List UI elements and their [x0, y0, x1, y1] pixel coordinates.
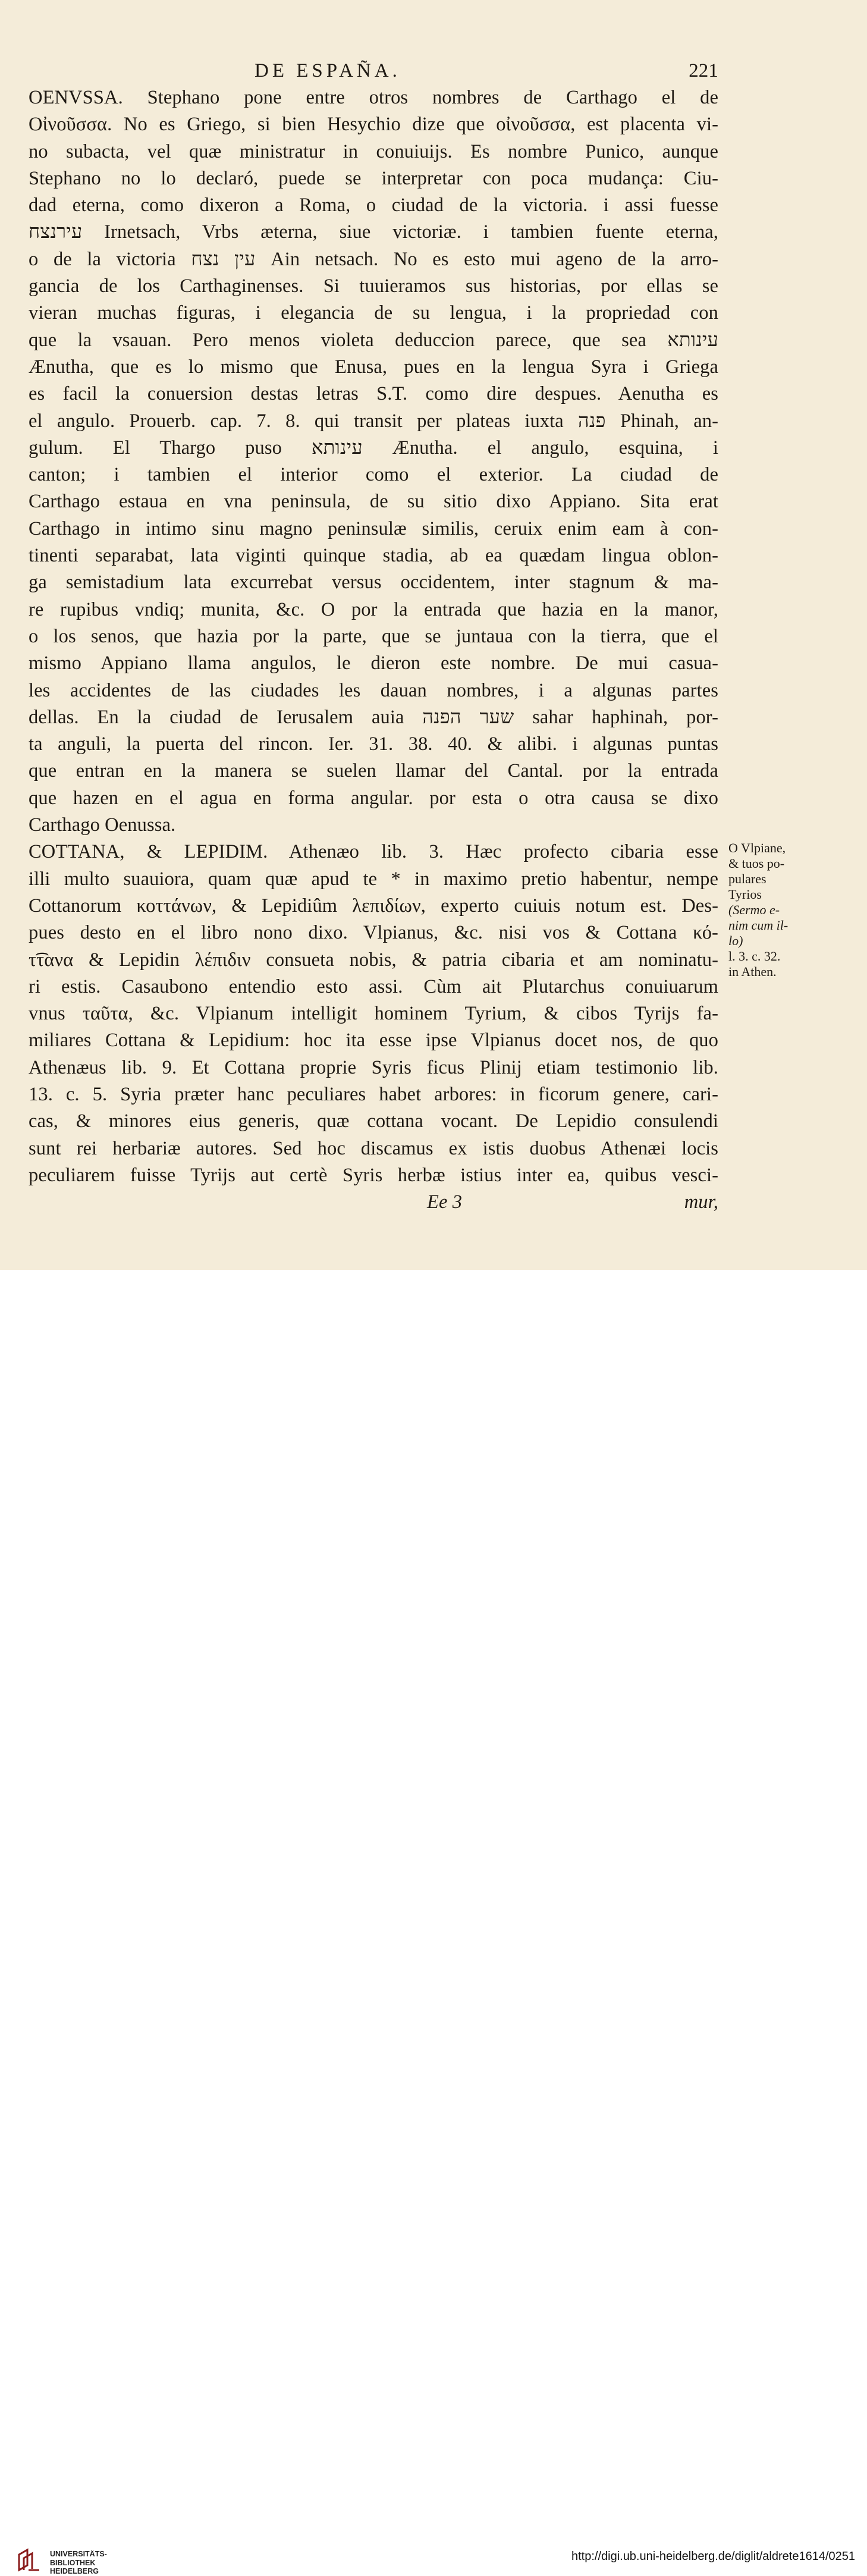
margin-note-line: l. 3. c. 32. — [728, 949, 781, 964]
margin-note-line: & tuos po- — [728, 856, 785, 871]
text-line: COTTANA, & LEPIDIM. Athenæo lib. 3. Hæc profecto cibaria esse — [29, 841, 718, 863]
text-line: que hazen en el agua en forma angular. por esta o otra causa se dixo — [29, 787, 718, 809]
text-line: gulum. El Thargo puso עינותא Ænutha. el angulo, esquina, i — [29, 437, 718, 459]
text-line: o los senos, que hazia por la parte, que se juntaua con la tierra, que el — [29, 625, 718, 647]
running-title: DE ESPAÑA. — [255, 60, 401, 81]
text-line: gancia de los Carthaginenses. Si tuuieramos sus historias, por ellas se — [29, 275, 718, 297]
text-line: ga semistadium lata excurrebat versus occidentem, inter stagnum & ma- — [29, 572, 718, 594]
text-line: re rupibus vndiq; munita, &c. O por la entrada que hazia en la manor, — [29, 598, 718, 620]
margin-note-line: pulares — [728, 871, 767, 886]
text-line: les accidentes de las ciudades les dauan nombres, i a algunas partes — [29, 679, 718, 701]
text-line: el angulo. Prouerb. cap. 7. 8. qui transit per plateas iuxta פנה Phinah, an- — [29, 410, 718, 432]
text-line: dad eterna, como dixeron a Roma, o ciudad de la victoria. i assi fuesse — [29, 194, 718, 217]
margin-note-line: nim cum il- — [728, 918, 789, 933]
text-line: vnus ταῦτα, &c. Vlpianum intelligit hominem Tyrium, & cibos Tyrijs fa- — [29, 1003, 718, 1025]
margin-note-line: lo) — [728, 933, 743, 948]
text-line: mismo Appiano llama angulos, le dieron este nombre. De mui casua- — [29, 652, 718, 674]
text-line: τ͡τανα & Lepidin λέπιδιν consueta nobis, & patria cibaria et am nominatu- — [29, 949, 718, 971]
text-line: Carthago in intimo sinu magno peninsulæ similis, ceruix enim eam à con- — [29, 517, 718, 539]
text-line: cas, & minores eius generis, quæ cottana vocant. De Lepidio consulendi — [29, 1110, 718, 1132]
text-line: que la vsauan. Pero menos violeta deduccion parece, que sea עינותא — [29, 329, 718, 351]
text-line: sunt rei herbariæ autores. Sed hoc discamus ex istis duobus Athenæi locis — [29, 1137, 718, 1159]
text-line: pues desto en el libro nono dixo. Vlpianus, &c. nisi vos & Cottana κό- — [29, 922, 718, 944]
text-line: OENVSSA. Stephano pone entre otros nombres de Carthago el de — [29, 87, 718, 108]
margin-note-line: Tyrios — [728, 887, 762, 902]
margin-note-line: in Athen. — [728, 964, 777, 979]
library-logo-icon — [15, 2546, 43, 2574]
library-name-line: UNIVERSITÄTS- — [50, 2550, 107, 2558]
viewer-footer — [0, 1270, 867, 2575]
margin-notes — [728, 840, 847, 980]
page-footer-line — [29, 1189, 718, 1216]
signature-mark: Ee 3 — [427, 1191, 463, 1213]
margin-note-line: O Vlpiane, — [728, 840, 786, 855]
page-number: 221 — [689, 60, 718, 81]
text-line: vieran muchas figuras, i elegancia de su lengua, i la propriedad con — [29, 302, 718, 324]
text-line: Ænutha, que es lo mismo que Enusa, pues en la lengua Syra i Griega — [29, 356, 718, 378]
text-line: peculiarem fuisse Tyrijs aut certè Syris herbæ istius inter ea, quibus vesci- — [29, 1164, 718, 1186]
library-name — [50, 2550, 107, 2576]
margin-note-line: (Sermo e- — [728, 902, 780, 917]
text-line: ta anguli, la puerta del rincon. Ier. 31. 38. 40. & alibi. i algunas puntas — [29, 733, 718, 755]
page-header — [29, 57, 718, 84]
text-line: Athenæus lib. 9. Et Cottana proprie Syris ficus Plinij etiam testimonio lib. — [29, 1056, 718, 1078]
text-line: illi multo suauiora, quam quæ apud te * in maximo pretio habentur, nempe — [29, 868, 718, 890]
text-line: dellas. En la ciudad de Ierusalem auia שער הפנה sahar haphinah, por- — [29, 706, 718, 728]
text-line: no subacta, vel quæ ministratur in conuiuijs. Es nombre Punico, aunque — [29, 140, 718, 162]
text-line: Carthago Oenussa. — [29, 814, 176, 836]
text-line: es facil la conuersion destas letras S.T. como dire despues. Aenutha es — [29, 383, 718, 405]
text-line: Carthago estaua en vna peninsula, de su sitio dixo Appiano. Sita erat — [29, 491, 718, 513]
body-text — [29, 84, 718, 1189]
text-line: Cottanorum κοττάνων, & Lepidiûm λεπιδίων, experto cuiuis notum est. Des- — [29, 895, 718, 917]
text-line: tinenti separabat, lata viginti quinque stadia, ab ea quædam lingua oblon- — [29, 545, 718, 567]
page-text-block — [29, 57, 718, 1216]
catchword: mur, — [684, 1191, 718, 1213]
text-line: canton; i tambien el interior como el exterior. La ciudad de — [29, 464, 718, 486]
library-name-line: HEIDELBERG — [50, 2567, 99, 2575]
library-name-line: BIBLIOTHEK — [50, 2558, 96, 2567]
text-line: עירנצח Irnetsach, Vrbs æterna, siue victoriæ. i tambien fuente eterna, — [29, 221, 718, 243]
text-line: Οἰνοῦσσα. No es Griego, si bien Hesychio dize que οἰνοῦσσα, est placenta vi- — [29, 114, 718, 136]
scanned-page — [0, 0, 867, 1270]
text-line: miliares Cottana & Lepidium: hoc ita esse ipse Vlpianus docet nos, de quo — [29, 1030, 718, 1052]
text-line: que entran en la manera se suelen llamar del Cantal. por la entrada — [29, 760, 718, 782]
text-line: 13. c. 5. Syria præter hanc peculiares habet arbores: in ficorum genere, cari- — [29, 1083, 718, 1105]
text-line: Stephano no lo declaró, puede se interpretar con poca mudança: Ciu- — [29, 167, 718, 189]
text-line: o de la victoria עין נצח Ain netsach. No es esto mui ageno de la arro- — [29, 248, 718, 270]
text-line: ri estis. Casaubono entendio esto assi. Cùm ait Plutarchus conuiuarum — [29, 975, 718, 997]
permalink-url[interactable]: http://digi.ub.uni-heidelberg.de/diglit/aldrete1614/0251 — [571, 2550, 855, 2563]
